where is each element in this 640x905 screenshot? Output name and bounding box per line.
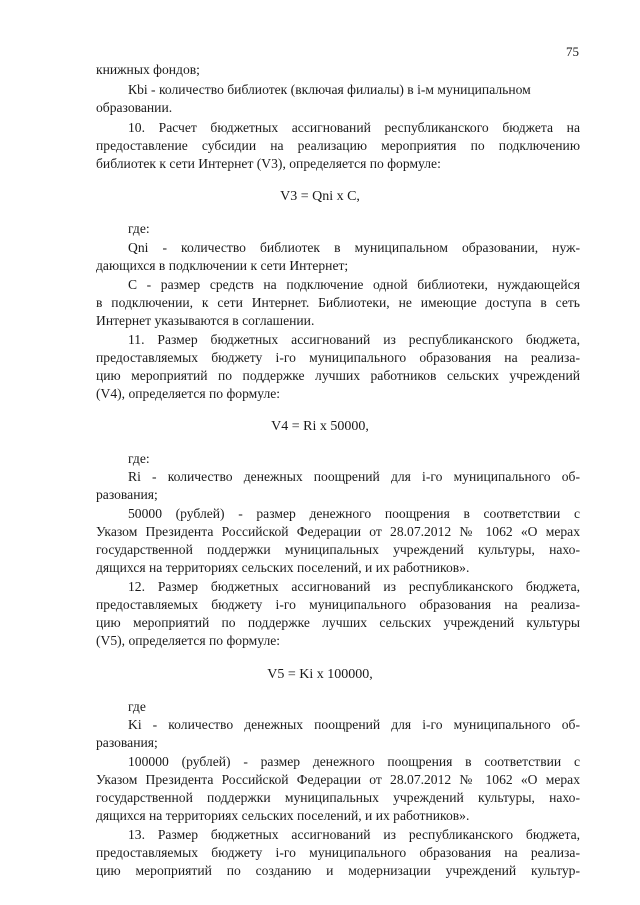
text-line: государственной поддержки муниципальных учреждений культуры, нахо-	[96, 542, 580, 557]
text-line: Qni - количество библиотек в муниципальном образовании, нуж-	[128, 240, 580, 255]
text-line: государственной поддержки муниципальных учреждений культуры, нахо-	[96, 790, 580, 805]
text-line: 11. Размер бюджетных ассигнований из республиканского бюджета,	[128, 332, 580, 347]
formula: V5 = Ki x 100000,	[267, 667, 373, 682]
text-line: дящихся на территориях сельских поселений, и их работников».	[96, 560, 470, 575]
text-line: цию мероприятий по созданию и модернизации учреждений культур-	[96, 863, 580, 878]
text-line: где:	[128, 221, 150, 236]
text-line: 10. Расчет бюджетных ассигнований республиканского бюджета на	[128, 120, 580, 135]
text-line: образовании.	[96, 100, 173, 115]
text-line: Указом Президента Российской Федерации от 28.07.2012 № 1062 «О мерах	[96, 772, 580, 787]
text-line: Кbi - количество библиотек (включая филиалы) в i-м муниципальном	[128, 82, 531, 97]
text-line: С - размер средств на подключение одной библиотеки, нуждающейся	[128, 277, 580, 292]
text-line: Интернет указываются в соглашении.	[96, 313, 315, 328]
text-line: предоставление субсидии на реализацию мероприятия по подключению	[96, 138, 580, 153]
text-line: предоставляемых бюджету i-го муниципального образования на реализа-	[96, 845, 580, 860]
page-number: 75	[566, 44, 579, 59]
text-line: Ri - количество денежных поощрений для i-го муниципального об-	[128, 469, 580, 484]
text-line: предоставляемых бюджету i-го муниципального образования на реализа-	[96, 597, 580, 612]
text-line: библиотек к сети Интернет (V3), определяется по формуле:	[96, 156, 441, 171]
text-line: где:	[128, 451, 150, 466]
text-line: где	[128, 699, 146, 714]
text-line: разования;	[96, 735, 158, 750]
text-line: 100000 (рублей) - размер денежного поощрения в соответствии с	[128, 754, 580, 769]
formula: V3 = Qni x C,	[280, 189, 360, 204]
text-line: (V5), определяется по формуле:	[96, 633, 281, 648]
text-line: дящихся на территориях сельских поселений, и их работников».	[96, 808, 470, 823]
text-line: Ki - количество денежных поощрений для i-го муниципального об-	[128, 717, 580, 732]
text-line: (V4), определяется по формуле:	[96, 386, 281, 401]
text-line: дающихся в подключении к сети Интернет;	[96, 258, 349, 273]
text-line: разования;	[96, 487, 158, 502]
text-line: Указом Президента Российской Федерации от 28.07.2012 № 1062 «О мерах	[96, 524, 580, 539]
text-line: цию мероприятий по поддержке лучших работников сельских учреждений	[96, 368, 580, 383]
text-line: 12. Размер бюджетных ассигнований из республиканского бюджета,	[128, 579, 580, 594]
text-line: предоставляемых бюджету i-го муниципального образования на реализа-	[96, 350, 580, 365]
text-line: 50000 (рублей) - размер денежного поощрения в соответствии с	[128, 506, 580, 521]
text-line: в подключении, к сети Интернет. Библиотеки, не имеющие доступа в сеть	[96, 295, 580, 310]
text-line: цию мероприятий по поддержке лучших сельских учреждений культуры	[96, 615, 580, 630]
text-line: книжных фондов;	[96, 62, 200, 77]
formula: V4 = Ri x 50000,	[271, 419, 369, 434]
text-line: 13. Размер бюджетных ассигнований из республиканского бюджета,	[128, 827, 580, 842]
